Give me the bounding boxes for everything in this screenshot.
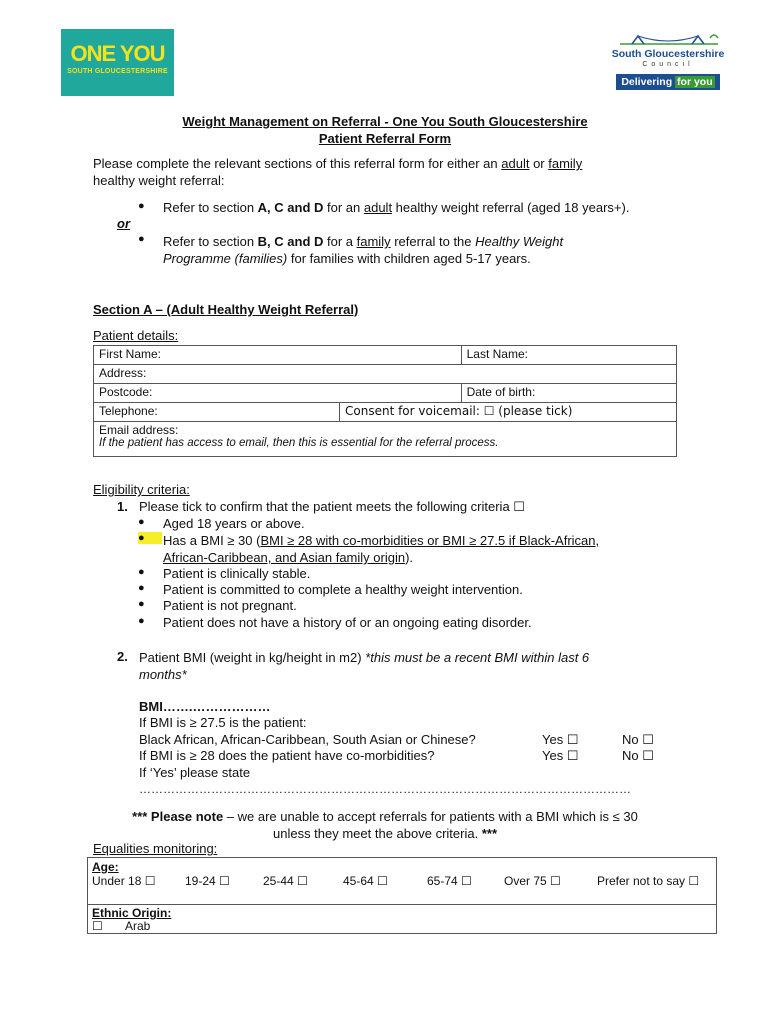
text: referral to the: [390, 234, 476, 249]
intro-text: Please complete the relevant sections of this referral form for either an: [93, 156, 502, 171]
text-bold: A, C and D: [257, 200, 324, 215]
eligibility-heading: Eligibility criteria:: [93, 482, 190, 497]
text: for families with children aged 5-17 years.: [287, 251, 531, 266]
q1-number: 1.: [117, 499, 128, 514]
comorbidities-yes-checkbox[interactable]: Yes ☐: [542, 748, 579, 763]
equalities-heading: Equalities monitoring:: [93, 841, 218, 856]
one-you-logo-subtext: SOUTH GLOUCESTERSHIRE: [67, 68, 168, 75]
note-bold: *** Please note: [132, 809, 224, 824]
age-19-24-checkbox[interactable]: 19-24 ☐: [185, 874, 230, 888]
text-underline: African-Caribbean, and Asian family origin: [163, 550, 406, 565]
dob-field[interactable]: Date of birth:: [461, 384, 676, 403]
bullet-family: [163, 233, 663, 267]
text: healthy weight referral (aged 18 years+).: [392, 200, 630, 215]
ethnic-no-checkbox[interactable]: No ☐: [622, 732, 654, 747]
equalities-table: [87, 857, 717, 934]
criteria-committed: Patient is committed to complete a healthy weight intervention.: [163, 582, 523, 597]
criteria-stable: Patient is clinically stable.: [163, 566, 311, 581]
council-logo: [604, 28, 732, 98]
age-prefer-not-checkbox[interactable]: Prefer not to say ☐: [597, 874, 700, 888]
section-a-heading: Section A – (Adult Healthy Weight Referral): [93, 302, 359, 317]
bullet-icon: ●: [138, 200, 145, 212]
bmi-note: [0, 808, 770, 842]
age-65-74-checkbox[interactable]: 65-74 ☐: [427, 874, 472, 888]
age-label: Age:: [92, 860, 119, 874]
bullet-icon: ●: [138, 582, 145, 594]
text: Refer to section: [163, 234, 258, 249]
text-bold: B, C and D: [257, 234, 324, 249]
q2-number: 2.: [117, 649, 128, 664]
text: for a: [323, 234, 357, 249]
text: Has a BMI ≥ 30 (: [163, 533, 261, 548]
criteria-bmi: [163, 532, 663, 566]
voicemail-consent-field[interactable]: [340, 403, 677, 422]
ethnic-origin-label: Ethnic Origin:: [92, 906, 172, 920]
one-you-logo-text: ONE YOU: [70, 41, 165, 66]
text-italic: Healthy Weight: [475, 234, 564, 249]
first-name-field[interactable]: First Name:: [94, 346, 462, 365]
text-underline: family: [356, 234, 391, 249]
text: ).: [405, 550, 414, 565]
form-title: Weight Management on Referral - One You South Gloucestershire: [182, 114, 588, 129]
or-label: or: [117, 216, 130, 231]
delivering-banner: [616, 74, 720, 90]
patient-details-label: Patient details:: [93, 328, 179, 343]
bridge-icon: [618, 28, 722, 46]
age-45-64-checkbox[interactable]: 45-64 ☐: [343, 874, 388, 888]
one-you-logo: [61, 29, 174, 96]
postcode-field[interactable]: Postcode:: [94, 384, 462, 403]
last-name-field[interactable]: Last Name:: [461, 346, 676, 365]
address-field[interactable]: Address:: [94, 365, 677, 384]
bullet-icon: ●: [138, 516, 145, 528]
text: for an: [323, 200, 364, 215]
text: Refer to section: [163, 200, 258, 215]
text-underline: adult: [363, 200, 393, 215]
note-bold: ***: [481, 826, 498, 841]
criteria-pregnant: Patient is not pregnant.: [163, 598, 297, 613]
bullet-icon: ●: [138, 615, 145, 627]
age-over-75-checkbox[interactable]: Over 75 ☐: [504, 874, 561, 888]
bullet-icon: ●: [138, 233, 145, 245]
email-note: If the patient has access to email, then this is essential for the referral process.: [99, 437, 499, 449]
intro-or: or: [529, 156, 549, 171]
council-name: South Gloucestershire: [611, 48, 725, 60]
note-text: unless they meet the above criteria.: [272, 826, 482, 841]
council-word: Council: [642, 61, 694, 68]
age-under-18-checkbox[interactable]: Under 18 ☐: [92, 874, 156, 888]
ethnic-yes-checkbox[interactable]: Yes ☐: [542, 732, 579, 747]
bullet-icon: ●: [138, 532, 162, 544]
q1-label: Please tick to confirm that the patient meets the following criteria ☐: [139, 499, 525, 514]
intro-text-2: healthy weight referral:: [93, 173, 225, 188]
text-italic: *this must be a recent BMI within last 6: [365, 650, 590, 665]
ethnic-question: Black African, African-Caribbean, South Asian or Chinese?: [139, 732, 476, 747]
please-state-label: If ‘Yes’ please state: [139, 765, 251, 780]
voicemail-consent-label: Consent for voicemail: ☐ (please tick): [345, 404, 573, 418]
table-divider: [88, 904, 716, 905]
bullet-icon: ●: [138, 566, 145, 578]
email-field[interactable]: [94, 422, 677, 457]
bmi-entry-field[interactable]: BMI…….………………: [139, 699, 271, 714]
arab-label: Arab: [125, 919, 151, 933]
bmi-275-question: If BMI is ≥ 27.5 is the patient:: [139, 715, 307, 730]
for-you-text: for you: [677, 76, 713, 88]
please-state-field[interactable]: ……………………………………………………………………………………………………………: [139, 782, 631, 796]
text: Patient BMI (weight in kg/height in m2): [139, 650, 366, 665]
age-25-44-checkbox[interactable]: 25-44 ☐: [263, 874, 308, 888]
text-italic: months*: [139, 667, 187, 682]
telephone-field[interactable]: Telephone:: [94, 403, 340, 422]
bullet-icon: ●: [138, 598, 145, 610]
note-text: – we are unable to accept referrals for patients with a BMI which is ≤ 30: [223, 809, 638, 824]
delivering-text: Delivering: [621, 76, 673, 88]
email-label: Email address:: [99, 423, 179, 437]
text-underline: BMI ≥ 28 with co-morbidities or BMI ≥ 27.5 if Black-African,: [260, 533, 600, 548]
intro-adult: adult: [501, 156, 530, 171]
criteria-eating-disorder: Patient does not have a history of or an ongoing eating disorder.: [163, 615, 532, 630]
patient-details-table: [93, 345, 677, 457]
form-subtitle: Patient Referral Form: [318, 131, 452, 146]
criteria-age: Aged 18 years or above.: [163, 516, 305, 531]
intro-family: family: [548, 156, 583, 171]
arab-checkbox[interactable]: ☐: [92, 919, 103, 933]
bullet-adult: [163, 200, 723, 215]
q2-text: [139, 649, 659, 683]
comorbidities-no-checkbox[interactable]: No ☐: [622, 748, 654, 763]
q1-text: [139, 499, 525, 515]
text-italic: Programme (families): [163, 251, 288, 266]
comorbidities-question: If BMI is ≥ 28 does the patient have co-morbidities?: [139, 748, 435, 763]
intro-paragraph: [93, 156, 693, 171]
